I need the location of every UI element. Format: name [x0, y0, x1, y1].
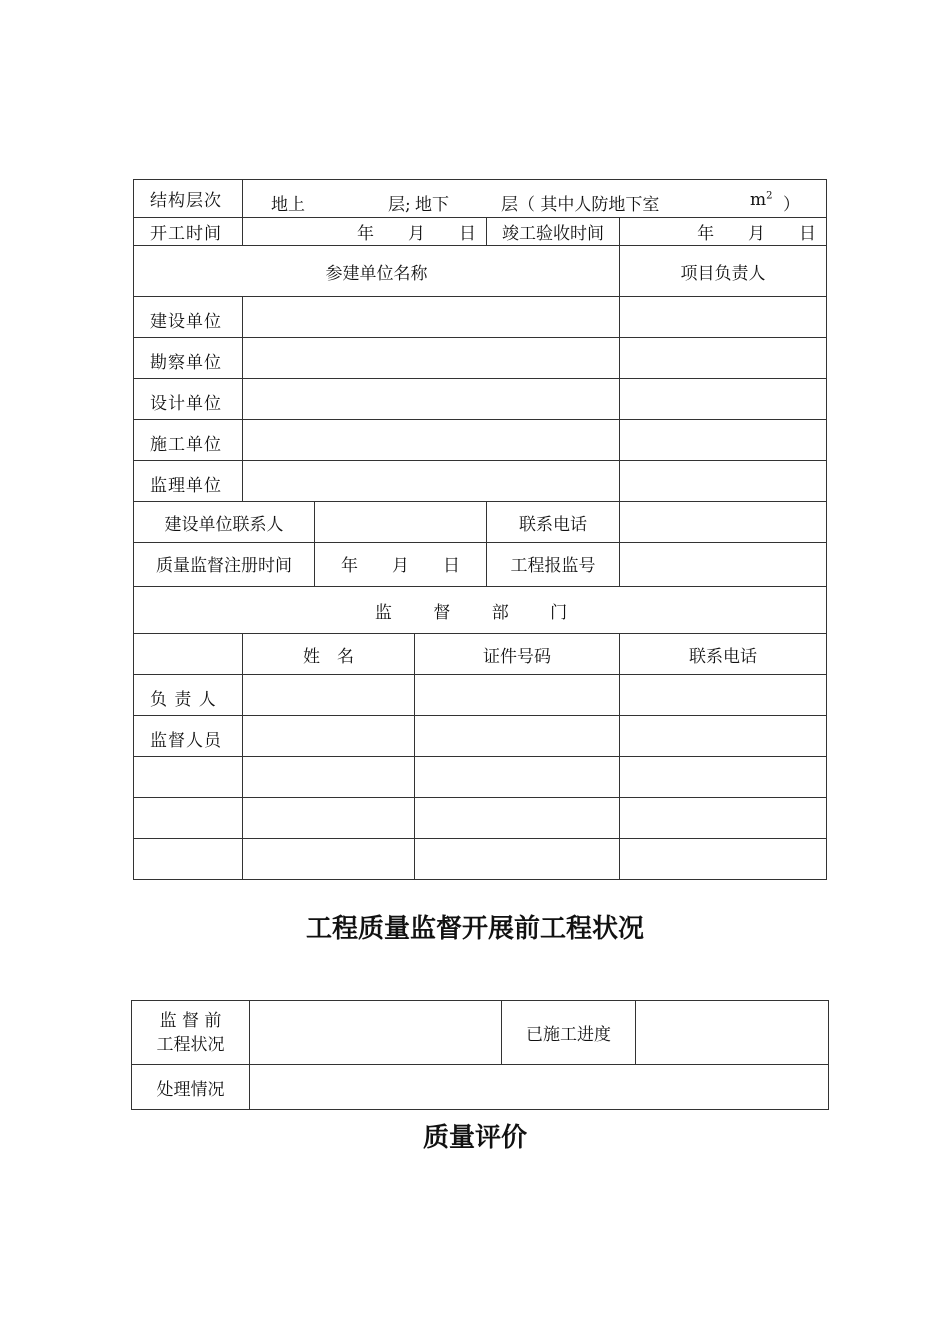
completion-time-date[interactable]: 年 月 日: [620, 218, 827, 246]
unit-manager-survey[interactable]: [620, 338, 827, 379]
staff-id-cell[interactable]: [415, 675, 620, 716]
unit-name-contractor[interactable]: [243, 420, 620, 461]
staff-row-label: [134, 757, 243, 798]
completion-time-label: 竣工验收时间: [487, 218, 620, 246]
pre-status-table: [131, 1000, 829, 1110]
unit-manager-supervision[interactable]: [620, 461, 827, 502]
unit-label-contractor: 施工单位: [134, 420, 243, 461]
staff-id-cell[interactable]: [415, 716, 620, 757]
staff-corner-cell: [134, 634, 243, 675]
staff-phone-cell[interactable]: [620, 757, 827, 798]
unit-manager-contractor[interactable]: [620, 420, 827, 461]
close-paren: ）: [783, 194, 800, 215]
staff-name-cell[interactable]: [243, 757, 415, 798]
staff-row-label: 负 责 人: [134, 675, 243, 716]
register-time-date[interactable]: 年 月 日: [315, 543, 487, 587]
pre-status-value[interactable]: [250, 1001, 502, 1065]
report-number-label: 工程报监号: [487, 543, 620, 587]
progress-value[interactable]: [636, 1001, 829, 1065]
structure-value[interactable]: [243, 180, 827, 218]
project-info-table: [133, 179, 827, 880]
structure-label: 结构层次: [134, 180, 243, 218]
staff-row-label: [134, 839, 243, 880]
above-ground-label: 地上: [271, 194, 305, 215]
staff-row-label: [134, 798, 243, 839]
staff-id-cell[interactable]: [415, 757, 620, 798]
project-manager-header: 项目负责人: [620, 246, 827, 297]
pre-status-label-line1: 监 督 前: [159, 1010, 222, 1031]
unit-manager-design[interactable]: [620, 379, 827, 420]
staff-row-label: 监督人员: [134, 716, 243, 757]
section-heading-pre-status: 工程质量监督开展前工程状况: [305, 914, 644, 944]
unit-label-supervision: 监理单位: [134, 461, 243, 502]
unit-manager-construction[interactable]: [620, 297, 827, 338]
staff-name-cell[interactable]: [243, 839, 415, 880]
staff-name-cell[interactable]: [243, 675, 415, 716]
staff-id-cell[interactable]: [415, 839, 620, 880]
contact-person-value[interactable]: [315, 502, 487, 543]
section-heading-quality: 质量评价: [422, 1123, 527, 1153]
start-time-label: 开工时间: [134, 218, 243, 246]
unit-label-survey: 勘察单位: [134, 338, 243, 379]
floors-label-1: 层;: [388, 194, 411, 215]
below-ground-label: 地下: [415, 194, 449, 215]
staff-col-phone: 联系电话: [620, 634, 827, 675]
pre-status-label: [132, 1001, 250, 1065]
staff-name-cell[interactable]: [243, 716, 415, 757]
supervision-dept-header: 监 督 部 门: [134, 587, 827, 634]
unit-label-design: 设计单位: [134, 379, 243, 420]
unit-name-design[interactable]: [243, 379, 620, 420]
register-time-label: 质量监督注册时间: [134, 543, 315, 587]
staff-phone-cell[interactable]: [620, 839, 827, 880]
staff-col-name: 姓 名: [243, 634, 415, 675]
staff-phone-cell[interactable]: [620, 675, 827, 716]
contact-phone-label: 联系电话: [487, 502, 620, 543]
units-name-header: 参建单位名称: [134, 246, 620, 297]
unit-label-construction: 建设单位: [134, 297, 243, 338]
staff-phone-cell[interactable]: [620, 716, 827, 757]
contact-phone-value[interactable]: [620, 502, 827, 543]
handling-label: 处理情况: [132, 1065, 250, 1110]
handling-value[interactable]: [250, 1065, 829, 1110]
unit-name-survey[interactable]: [243, 338, 620, 379]
pre-status-label-line2: 工程状况: [156, 1034, 225, 1055]
unit-name-supervision[interactable]: [243, 461, 620, 502]
unit-name-construction[interactable]: [243, 297, 620, 338]
contact-person-label: 建设单位联系人: [134, 502, 315, 543]
floors-label-2: 层（ 其中人防地下室: [501, 194, 660, 215]
progress-label: 已施工进度: [502, 1001, 636, 1065]
start-time-date[interactable]: 年 月 日: [243, 218, 487, 246]
staff-id-cell[interactable]: [415, 798, 620, 839]
area-unit: $m^2$: [750, 189, 773, 210]
report-number-value[interactable]: [620, 543, 827, 587]
staff-phone-cell[interactable]: [620, 798, 827, 839]
staff-name-cell[interactable]: [243, 798, 415, 839]
staff-col-id: 证件号码: [415, 634, 620, 675]
